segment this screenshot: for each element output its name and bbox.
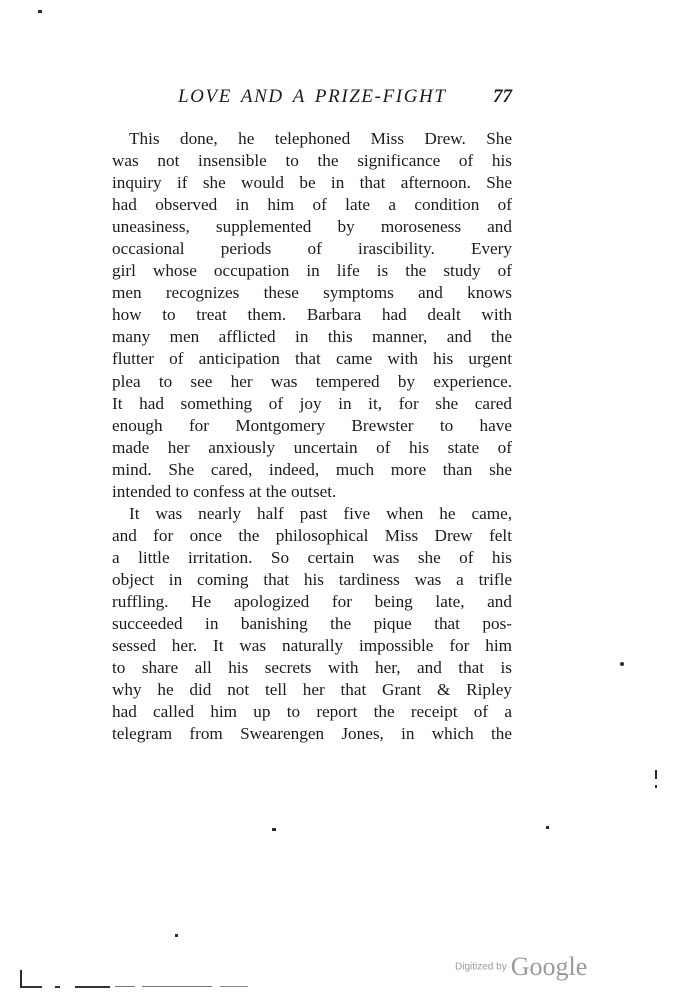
- text-line: inquiry if she would be in that afternoon. She: [112, 173, 512, 193]
- google-logo: Google: [510, 952, 588, 981]
- scan-speck: [546, 826, 549, 829]
- scan-rule: [55, 986, 60, 988]
- scan-rule: [142, 986, 212, 987]
- scan-rule: [115, 986, 135, 987]
- text-line: sessed her. It was naturally impossible for him: [112, 636, 512, 656]
- text-line: and for once the philosophical Miss Drew felt: [112, 525, 512, 545]
- scan-rule: [20, 986, 42, 988]
- text-line: men recognizes these symptoms and knows: [112, 283, 512, 303]
- text-line: was not insensible to the significance of his: [112, 151, 512, 171]
- running-header: [178, 86, 512, 112]
- scan-speck: [272, 828, 276, 831]
- scan-speck: [175, 934, 178, 937]
- text-line: object in coming that his tardiness was a trifle: [112, 569, 512, 589]
- text-line: occasional periods of irascibility. Every: [112, 239, 512, 259]
- digitized-watermark: [455, 952, 587, 982]
- text-line: why he did not tell her that Grant & Ripley: [112, 680, 512, 700]
- text-line: intended to confess at the outset.: [112, 481, 337, 501]
- text-line: ruffling. He apologized for being late, and: [112, 591, 512, 611]
- running-title: LOVE AND A PRIZE-FIGHT: [178, 86, 447, 107]
- text-line: enough for Montgomery Brewster to have: [112, 415, 512, 435]
- text-line: a little irritation. So certain was she of his: [112, 547, 512, 567]
- scan-speck: [620, 662, 624, 666]
- text-line: to share all his secrets with her, and that is: [112, 658, 512, 678]
- scan-speck: [655, 785, 657, 788]
- text-line: had observed in him of late a condition of: [112, 195, 512, 215]
- scan-speck: [38, 10, 42, 13]
- text-line: many men afflicted in this manner, and the: [112, 327, 512, 347]
- scan-speck: [655, 770, 657, 779]
- text-line: flutter of anticipation that came with his urgent: [112, 349, 512, 369]
- page-number: 77: [493, 86, 512, 107]
- text-line: telegram from Swearengen Jones, in which the: [112, 724, 512, 744]
- text-line: This done, he telephoned Miss Drew. She: [129, 129, 512, 148]
- text-line: plea to see her was tempered by experience.: [112, 371, 512, 391]
- text-line: mind. She cared, indeed, much more than she: [112, 459, 512, 479]
- text-line: It was nearly half past five when he came,: [129, 503, 512, 523]
- text-line: It had something of joy in it, for she cared: [112, 393, 512, 413]
- watermark-prefix: Digitized by: [455, 961, 507, 973]
- text-line: uneasiness, supplemented by moroseness and: [112, 217, 512, 237]
- text-line: how to treat them. Barbara had dealt with: [112, 305, 512, 325]
- text-line: girl whose occupation in life is the study of: [112, 261, 512, 281]
- body-text: [112, 128, 512, 745]
- text-line: made her anxiously uncertain of his state of: [112, 437, 512, 457]
- scan-rule: [220, 986, 248, 987]
- scan-rule: [75, 986, 110, 988]
- text-line: succeeded in banishing the pique that pos-: [112, 614, 512, 634]
- text-line: had called him up to report the receipt of a: [112, 702, 512, 722]
